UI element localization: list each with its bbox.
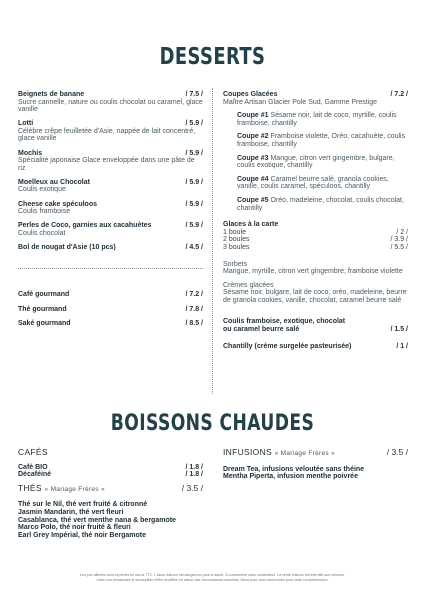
item-desc: Coulis exotique <box>18 186 66 194</box>
item-price: / 5.9 / <box>185 222 203 230</box>
infusion-item: Dream Tea, infusions veloutée sans théine <box>223 465 365 473</box>
gourmand-item <box>18 291 203 299</box>
footer-notice <box>55 573 370 582</box>
item-price: / 7.8 / <box>185 305 203 313</box>
coupe-desc: Mangue, citron vert gingembre, bulgare, coulis exotique, chantilly <box>237 154 395 170</box>
footer-line: Carte non exhaustive et susceptible d'être modifiée en raison des circonstances actuelles. Merci pour vous remercions pour votre compréhension. <box>96 577 329 582</box>
item-desc: Coulis chocolat <box>18 229 66 237</box>
chantilly-price: / 1 / <box>396 342 408 350</box>
item-desc: Sucre cannelle, nature ou coulis chocolat ou caramel, glace vanille <box>18 98 203 114</box>
the-item: Thé sur le Nil, thé vert fruité & citronné <box>18 501 148 509</box>
glace-price: / 3.9 / <box>390 236 408 244</box>
dessert-item <box>18 91 203 114</box>
item-name: Cheese cake spéculoos <box>18 200 97 208</box>
item-name: Bol de nougat d'Asie (10 pcs) <box>18 243 116 251</box>
coulis-price: / 1.5 / <box>390 326 408 334</box>
item-name: Lotti <box>18 120 34 128</box>
gourmand-item <box>18 320 203 328</box>
thes-subtitle: « Mariage Frères » <box>44 485 105 493</box>
coupe-item <box>237 176 408 191</box>
item-price: / 7.5 / <box>185 91 203 98</box>
item-desc: Coulis framboise <box>18 208 71 216</box>
item-price: / 5.9 / <box>185 200 203 208</box>
coupe-item <box>237 133 408 148</box>
column-divider <box>212 88 213 394</box>
item-name: Moelleux au Chocolat <box>18 178 90 186</box>
the-item: Jasmin Mandarin, thé vert fleuri <box>18 508 124 516</box>
item-desc: Célèbre crêpe feuilletée d'Asie, nappée de lait concentré, glace vanille <box>18 127 196 143</box>
glace-price: / 5.5 / <box>390 243 408 251</box>
infusion-item: Mentha Piperta, infusion menthe poivrée <box>223 473 358 481</box>
coupe-desc: Oréo, madeleine, chocolat, coulis chocolat, chantilly <box>237 196 404 212</box>
cafe-name: Décaféiné <box>18 471 52 479</box>
coupes-subtitle: Maître Artisan Glacier Pole Sud, Gamme Prestige <box>223 98 378 106</box>
sorbets-desc: Mangue, myrtille, citron vert gingembre, framboise violette <box>223 268 403 276</box>
the-item: Marco Polo, thé noir fruité & fleuri <box>18 524 131 532</box>
cremes-title: Crèmes glacées <box>223 281 274 289</box>
item-name: Beignets de banane <box>18 91 85 98</box>
cafe-name: Café BIO <box>18 463 48 471</box>
coupes-title: Coupes Glacées <box>223 91 278 98</box>
coupe-name: Coupe #3 <box>237 154 269 162</box>
item-name: Saké gourmand <box>18 320 71 328</box>
coupe-name: Coupe #4 <box>237 175 269 183</box>
the-item: Casablanca, thé vert menthe nana & bergamote <box>18 516 176 524</box>
coupe-item <box>237 197 408 212</box>
glace-row <box>223 236 408 244</box>
desserts-title: DESSERTS <box>159 44 266 70</box>
infusions-subtitle: « Mariage Frères » <box>274 450 335 457</box>
desserts-left-column <box>18 91 203 258</box>
glace-label: 3 boules <box>223 243 250 251</box>
dessert-item <box>18 222 203 237</box>
boissons-title: BOISSONS CHAUDES <box>110 411 315 436</box>
item-name: Mochis <box>18 149 43 157</box>
cafes-title: CAFÉS <box>18 447 48 457</box>
glace-price: / 2 / <box>396 228 408 236</box>
sorbets-title: Sorbets <box>223 260 248 268</box>
item-price: / 5.9 / <box>185 178 203 186</box>
glace-row <box>223 229 408 237</box>
the-item: Earl Grey Impérial, thé noir Bergamote <box>18 531 146 539</box>
item-desc: Spécialité japonaise Glace enveloppée dans une pâte de riz <box>18 157 195 172</box>
cafe-price: / 1.8 / <box>185 471 203 479</box>
glace-label: 2 boules <box>223 236 250 244</box>
cafe-price: / 1.8 / <box>185 463 203 471</box>
coupe-desc: Sésame noir, lait de coco, myrtille, coulis framboise, chantilly <box>237 112 397 127</box>
dessert-item <box>18 179 203 194</box>
item-name: Café gourmand <box>18 291 70 298</box>
desserts-right-column <box>223 91 408 350</box>
footer-line: Les prix affichés sont exprimés en euros TTC. L'abus d'alcool est dangereux pour la santé. À consommer avec modération. La vente d'alcool est interdite aux mineurs. <box>79 573 345 577</box>
chantilly-name: Chantilly (crème surgelée pasteurisée) <box>223 342 352 350</box>
item-price: / 8.5 / <box>185 320 203 328</box>
coupe-desc: Caramel beurre salé, granola cookies, vanille, coulis caramel, spéculoos, chantilly <box>237 175 389 191</box>
dessert-item <box>18 244 203 252</box>
item-price: / 4.5 / <box>185 243 203 251</box>
cremes-desc: Sésame noir, bulgare, lait de coco, oréo, madeleine, beurre de granola cookies, vanille, chocolat, caramel beurre salé <box>223 289 407 304</box>
infusions-title: INFUSIONS <box>223 447 272 457</box>
infusions-section <box>223 449 408 481</box>
coulis-name-line2: ou caramel beurre salé <box>223 326 300 334</box>
coupe-item <box>237 112 408 127</box>
glace-row <box>223 244 408 252</box>
dessert-item <box>18 150 203 173</box>
glace-label: 1 boule <box>223 228 246 236</box>
gourmand-item <box>18 306 203 314</box>
infusions-price: / 3.5 / <box>386 447 408 457</box>
coupe-name: Coupe #5 <box>237 196 269 204</box>
thes-price: / 3.5 / <box>181 482 203 493</box>
glaces-title: Glaces à la carte <box>223 221 279 229</box>
coupe-desc: Framboise violette, Oréo, cacahuète, coulis framboise, chantilly <box>237 133 406 148</box>
coulis-name-line1: Coulis framboise, exotique, chocolat <box>223 318 346 326</box>
coupe-name: Coupe #1 <box>237 112 269 120</box>
item-name: Perles de Coco, garnies aux cacahuètes <box>18 222 152 230</box>
dotted-separator <box>18 268 203 269</box>
dessert-item <box>18 201 203 216</box>
coupe-name: Coupe #2 <box>237 133 269 141</box>
gourmand-list <box>18 291 203 328</box>
item-price: / 5.9 / <box>185 120 203 128</box>
coupes-price: / 7.2 / <box>390 91 408 98</box>
cafes-section <box>18 449 203 539</box>
coupe-item <box>237 155 408 170</box>
item-price: / 7.2 / <box>185 291 203 298</box>
dessert-item <box>18 120 203 143</box>
thes-title: THÉS <box>18 482 42 493</box>
item-name: Thé gourmand <box>18 305 67 313</box>
item-price: / 5.9 / <box>185 149 203 157</box>
